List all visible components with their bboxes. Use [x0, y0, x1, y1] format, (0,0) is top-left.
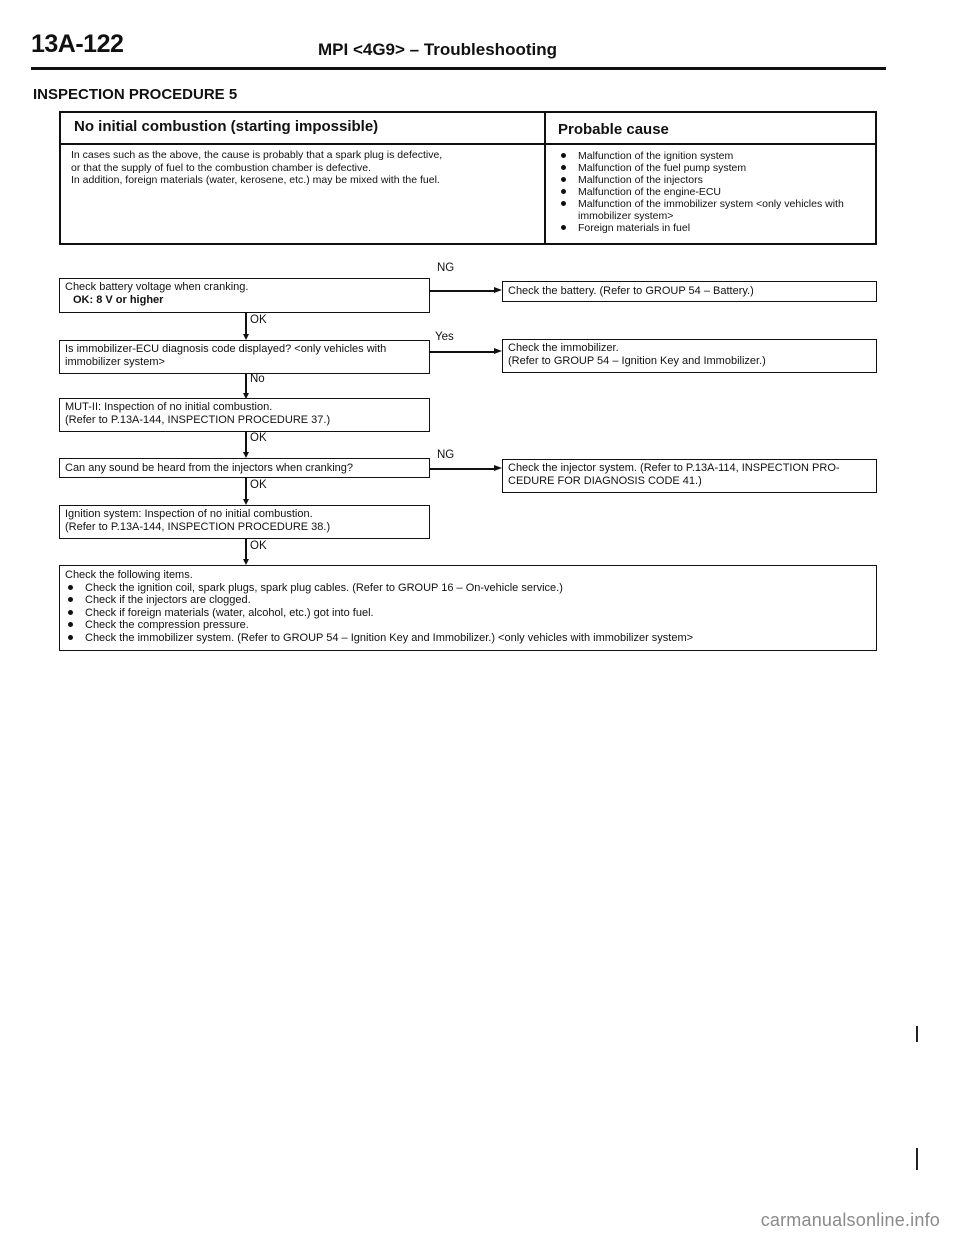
- final-check-list: [59, 565, 877, 651]
- connector-line: [245, 478, 247, 499]
- branch-label-ok: OK: [250, 479, 267, 491]
- symptom-line: In addition, foreign materials (water, kerosene, etc.) may be mixed with the fuel.: [71, 174, 440, 186]
- step-text: MUT-II: Inspection of no initial combustion.: [65, 401, 273, 413]
- scan-mark: [916, 1148, 918, 1170]
- branch-label-ok: OK: [250, 540, 267, 552]
- procedure-title: INSPECTION PROCEDURE 5: [33, 86, 238, 103]
- action-text: CEDURE FOR DIAGNOSIS CODE 41.): [508, 474, 702, 487]
- connector-line: [430, 351, 496, 353]
- final-heading: Check the following items.: [65, 569, 193, 581]
- connector-line: [430, 290, 496, 292]
- branch-label-ng: NG: [437, 262, 455, 274]
- action-text: (Refer to GROUP 54 – Ignition Key and Immobilizer.): [508, 354, 766, 367]
- branch-label-no: No: [250, 373, 265, 385]
- scan-mark: [916, 1026, 918, 1042]
- action-check-immobilizer: [502, 339, 877, 373]
- step-text: (Refer to P.13A-144, INSPECTION PROCEDURE 38.): [65, 520, 331, 533]
- probable-cause-list: [558, 150, 878, 234]
- final-item: Check the compression pressure.: [65, 619, 871, 632]
- step-text: Check battery voltage when cranking.: [65, 281, 249, 293]
- cause-table: [59, 111, 877, 245]
- step-mut-ii-inspection: [59, 398, 430, 432]
- page-number: 13A-122: [31, 30, 124, 58]
- watermark-text: carmanualsonline.info: [760, 1210, 940, 1230]
- connector-line: [245, 313, 247, 334]
- cause-item: Malfunction of the injectors: [558, 174, 878, 186]
- branch-label-yes: Yes: [435, 331, 454, 343]
- branch-label-ok: OK: [250, 432, 267, 444]
- cause-item: Foreign materials in fuel: [558, 222, 878, 234]
- step-battery-voltage: [59, 278, 430, 313]
- step-text: Ignition system: Inspection of no initial combustion.: [65, 508, 313, 520]
- cause-item: Malfunction of the immobilizer system <only vehicles with immobilizer system>: [558, 198, 878, 222]
- step-text: Is immobilizer-ECU diagnosis code displayed? <only vehicles with: [65, 343, 387, 355]
- section-title: MPI <4G9> – Troubleshooting: [318, 40, 557, 59]
- symptom-line: or that the supply of fuel to the combustion chamber is defective.: [71, 161, 371, 174]
- cause-item: Malfunction of the fuel pump system: [558, 162, 878, 174]
- final-item: Check the immobilizer system. (Refer to GROUP 54 – Ignition Key and Immobilizer.) <only vehicles with immobilizer system>: [65, 632, 871, 645]
- arrow-right-icon: [494, 287, 502, 293]
- step-ignition-system: [59, 505, 430, 539]
- final-item: Check the ignition coil, spark plugs, spark plug cables. (Refer to GROUP 16 – On-vehicle service.): [65, 582, 871, 595]
- step-text: (Refer to P.13A-144, INSPECTION PROCEDURE 37.): [65, 413, 331, 426]
- action-check-battery: [502, 281, 877, 302]
- connector-line: [245, 432, 247, 452]
- table-header-rule: [61, 143, 875, 145]
- arrow-right-icon: [494, 465, 502, 471]
- step-text: immobilizer system>: [65, 355, 165, 368]
- connector-line: [245, 374, 247, 393]
- probable-cause-heading: Probable cause: [558, 121, 669, 138]
- final-item: Check if foreign materials (water, alcohol, etc.) got into fuel.: [65, 607, 871, 620]
- symptom-description: [71, 149, 541, 187]
- action-text: Check the injector system. (Refer to P.13A-114, INSPECTION PRO-: [508, 462, 840, 474]
- action-check-injector-system: [502, 459, 877, 493]
- connector-line: [430, 468, 496, 470]
- final-items: [65, 582, 871, 645]
- final-item: Check if the injectors are clogged.: [65, 594, 871, 607]
- step-text: Can any sound be heard from the injectors when cranking?: [65, 462, 354, 474]
- cause-item: Malfunction of the ignition system: [558, 150, 878, 162]
- cause-item: Malfunction of the engine-ECU: [558, 186, 878, 198]
- branch-label-ng: NG: [437, 449, 455, 461]
- table-column-divider: [544, 113, 546, 243]
- step-injector-sound: [59, 458, 430, 478]
- symptom-heading: No initial combustion (starting impossible): [74, 118, 379, 135]
- action-text: Check the battery. (Refer to GROUP 54 – Battery.): [508, 285, 754, 297]
- header-rule: [31, 67, 886, 70]
- symptom-line: In cases such as the above, the cause is probably that a spark plug is defective,: [71, 149, 443, 161]
- connector-line: [245, 539, 247, 559]
- arrow-right-icon: [494, 348, 502, 354]
- action-text: Check the immobilizer.: [508, 342, 619, 354]
- step-criterion: OK: 8 V or higher: [73, 293, 164, 306]
- step-immobilizer-diagnosis: [59, 340, 430, 374]
- branch-label-ok: OK: [250, 314, 267, 326]
